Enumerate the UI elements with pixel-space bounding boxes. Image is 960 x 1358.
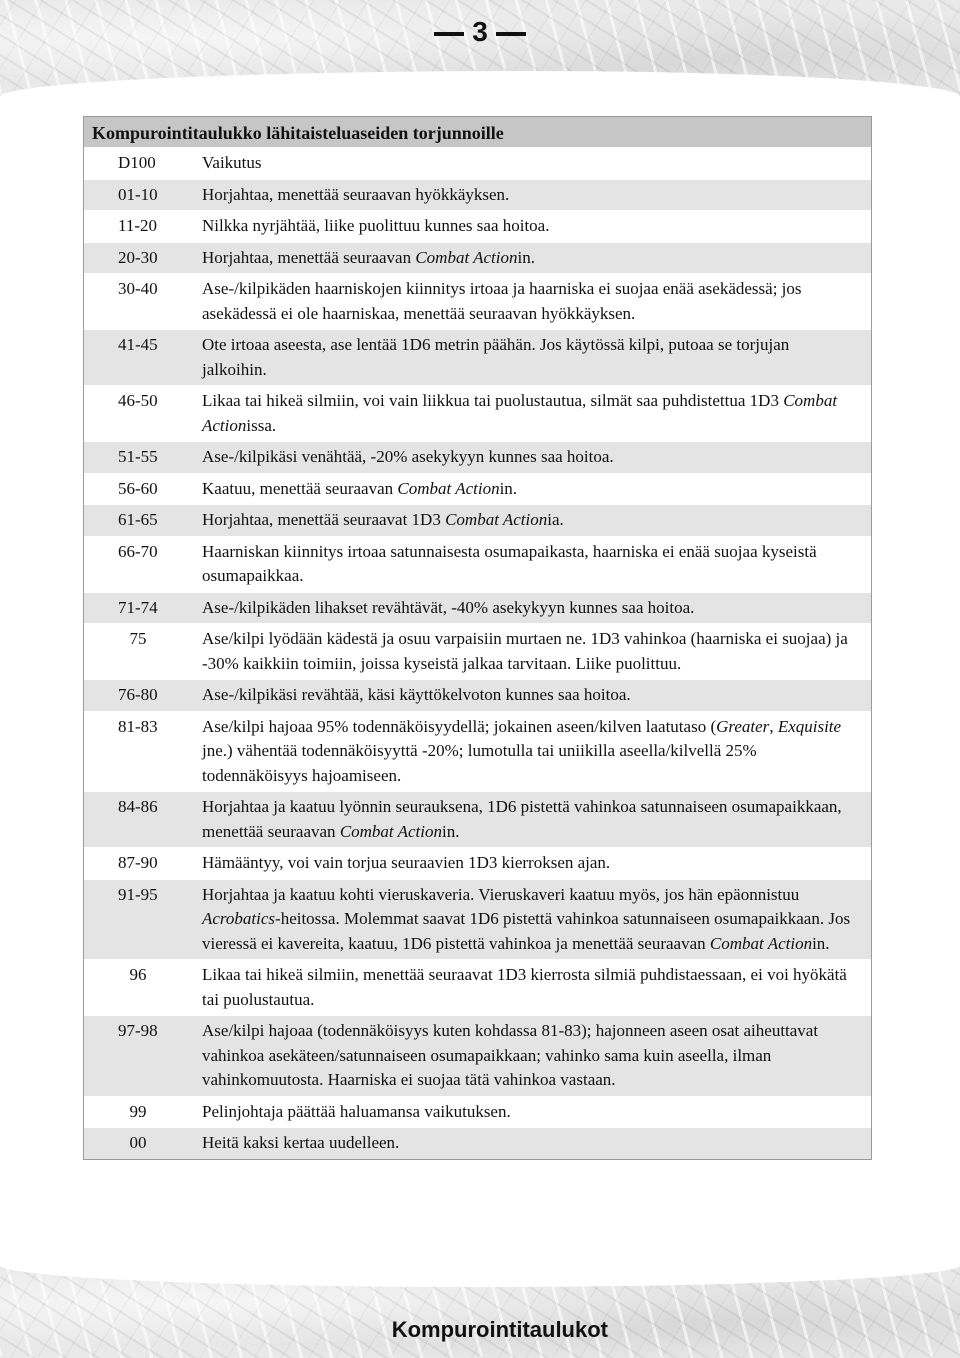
row-effect-text: Hämääntyy, voi vain torjua seuraavien 1D3 kierroksen ajan. — [202, 853, 611, 872]
table-row — [84, 242, 871, 274]
row-effect-text: Horjahtaa, menettää seuraavan — [202, 247, 416, 267]
row-effect-text: Ase/kilpi lyödään kädestä ja osuu varpaisiin murtaen ne. 1D3 vahinkoa (haarniska ei suojaa) ja -30% kaikkiin toimiin, joissa kyseistä jalkaa tarvitaan. Liike puolittuu. — [202, 629, 848, 673]
table-row — [84, 385, 871, 441]
table-row — [84, 711, 871, 792]
table-row — [84, 210, 871, 242]
row-effect-italic-term: Combat Action — [415, 247, 518, 267]
row-effect-italic-term: Combat Action — [445, 510, 548, 529]
table-title: Kompurointitaulukko lähitaisteluaseiden torjunnoille — [84, 117, 871, 147]
row-roll: 20-30 — [118, 247, 158, 267]
table-row — [84, 879, 871, 960]
row-effect — [202, 596, 871, 621]
table-row — [84, 473, 871, 505]
fumble-table — [83, 116, 872, 1160]
row-roll: 51-55 — [118, 447, 158, 466]
row-roll: 81-83 — [118, 716, 158, 736]
row-roll: 87-90 — [118, 853, 158, 872]
table-row — [84, 504, 871, 536]
table-row — [84, 847, 871, 879]
row-effect-italic-term: Greater — [716, 716, 770, 736]
row-effect — [202, 1019, 871, 1093]
row-roll: 84-86 — [118, 797, 158, 816]
row-effect-text: in. — [517, 247, 535, 267]
row-effect — [202, 795, 871, 844]
row-effect-text: Likaa tai hikeä silmiin, voi vain liikkua tai puolustautua, silmät saa puhdistettua 1D3 — [202, 391, 784, 410]
row-effect — [202, 1131, 871, 1156]
table-row — [84, 441, 871, 473]
row-effect-text: Likaa tai hikeä silmiin, menettää seuraavat 1D3 kierrosta silmiä puhdistaessaan, ei voi hyökätä tai puolustautua. — [202, 965, 847, 1009]
table-body — [84, 179, 871, 1159]
row-effect-text: Horjahtaa ja kaatuu lyönnin seurauksena, 1D6 pistettä vahinkoa satunnaiseen osumapaikkaan, menettää seuraavan — [202, 797, 842, 841]
row-effect-text: Heitä kaksi kertaa uudelleen. — [202, 1133, 400, 1152]
row-effect-italic-term: Exquisite — [777, 716, 842, 736]
row-effect — [202, 883, 871, 957]
row-roll: 61-65 — [118, 510, 158, 529]
row-effect-text: Haarniskan kiinnitys irtoaa satunnaisesta osumapaikasta, haarniska ei enää suojaa kyseistä osumapaikkaa. — [202, 541, 817, 585]
row-effect — [202, 445, 871, 470]
row-effect-text: in. — [812, 933, 830, 953]
row-effect-italic-term: Combat Action — [709, 933, 813, 953]
row-effect — [202, 277, 871, 326]
row-effect-text: Horjahtaa, menettää seuraavan hyökkäyksen. — [202, 184, 510, 204]
row-effect-text: in. — [441, 821, 460, 841]
row-effect-text: issa. — [246, 415, 277, 435]
table-row — [84, 1096, 871, 1128]
table-row — [84, 273, 871, 329]
table-row — [84, 179, 871, 211]
row-effect-text: Ase/kilpi hajoaa 95% todennäköisyydellä; jokainen aseen/kilven laatutaso ( — [202, 716, 717, 736]
row-effect-italic-term: Combat Action — [397, 478, 500, 498]
row-roll: 56-60 — [118, 478, 158, 498]
row-effect — [202, 627, 871, 676]
row-roll: 75 — [129, 629, 147, 648]
row-roll: 00 — [129, 1133, 147, 1152]
row-effect — [202, 389, 871, 438]
row-effect-text: Ase/kilpi hajoaa (todennäköisyys kuten kohdassa 81-83); hajonneen aseen osat aiheuttavat vahinkoa asekäteen/satunnaiseen osumapaikkaan; vahinko sama kuin aseella, ilman vahinkomuutosta. Haarniska ei suojaa tätä vahinkoa vastaan. — [202, 1021, 819, 1089]
row-effect-italic-term: Combat Action — [339, 821, 442, 841]
row-effect-text: Pelinjohtaja päättää haluamansa vaikutuksen. — [202, 1101, 511, 1121]
page-number-text: 3 — [472, 16, 488, 47]
table-row — [84, 959, 871, 1015]
row-effect-text: Horjahtaa ja kaatuu kohti vieruskaveria. Vieruskaveri kaatuu myös, jos hän epäonnistuu — [202, 884, 800, 904]
row-effect — [202, 333, 871, 382]
row-effect — [202, 183, 871, 208]
row-roll: 71-74 — [118, 597, 158, 617]
row-roll: 46-50 — [118, 391, 158, 410]
row-effect — [202, 963, 871, 1012]
row-effect-text: Horjahtaa, menettää seuraavat 1D3 — [202, 510, 446, 529]
row-effect-text: , — [769, 716, 778, 736]
row-roll: 41-45 — [118, 335, 158, 354]
row-roll: 99 — [129, 1101, 147, 1121]
row-roll: 66-70 — [118, 541, 158, 561]
table-row — [84, 536, 871, 592]
row-effect — [202, 851, 871, 876]
page-number-dash-right — [496, 32, 526, 36]
page-number — [0, 14, 960, 50]
table-row — [84, 1015, 871, 1096]
table-row — [84, 1127, 871, 1159]
row-effect — [202, 540, 871, 589]
table-row — [84, 592, 871, 624]
row-effect-text: Ase-/kilpikäsi venähtää, -20% asekykyyn kunnes saa hoitoa. — [202, 447, 614, 466]
row-roll: 97-98 — [118, 1021, 158, 1040]
row-effect-text: Ase-/kilpikäden haarniskojen kiinnitys irtoaa ja haarniska ei suojaa enää asekädessä; jos asekädessä ei ole haarniskaa, menettää seuraavan hyökkäyksen. — [202, 279, 802, 323]
footer-title: Kompurointitaulukot — [391, 1317, 608, 1342]
row-roll: 96 — [129, 965, 147, 984]
table-row — [84, 329, 871, 385]
header-roll: D100 — [118, 153, 156, 172]
row-effect — [202, 715, 871, 789]
row-effect-text: in. — [499, 478, 518, 498]
row-effect-text: Ase-/kilpikäsi revähtää, käsi käyttökelvoton kunnes saa hoitoa. — [202, 685, 631, 704]
row-effect — [202, 1100, 871, 1125]
row-effect-text: ia. — [547, 510, 564, 529]
row-roll: 76-80 — [118, 685, 158, 704]
table-row — [84, 623, 871, 679]
row-effect — [202, 214, 871, 239]
table-row — [84, 679, 871, 711]
row-effect-italic-term: Combat Action — [202, 391, 838, 435]
row-effect — [202, 683, 871, 708]
row-effect-text: -heitossa. Molemmat saavat 1D6 pistettä vahinkoa satunnaiseen osumapaikkaan. Jos vieressä ei kavereita, kaatuu, 1D6 pistettä vahinkoa ja menettää seuraavan — [202, 909, 851, 953]
row-effect-text: Nilkka nyrjähtää, liike puolittuu kunnes saa hoitoa. — [202, 216, 550, 235]
header-effect: Vaikutus — [202, 153, 262, 172]
row-effect — [202, 508, 871, 533]
row-roll: 91-95 — [118, 884, 158, 904]
row-effect-text: Ase-/kilpikäden lihakset revähtävät, -40% asekykyyn kunnes saa hoitoa. — [202, 597, 695, 617]
row-roll: 30-40 — [118, 279, 158, 298]
row-effect-text: jne.) vähentää todennäköisyyttä -20%; lumotulla tai uniikilla aseella/kilvellä 25% todennäköisyys hajoamiseen. — [202, 741, 757, 785]
page-number-dash-left — [434, 32, 464, 36]
row-effect-text: Kaatuu, menettää seuraavan — [202, 478, 398, 498]
table-header-row — [84, 147, 871, 179]
marble-footer-background — [0, 1266, 960, 1358]
row-roll: 11-20 — [118, 216, 158, 235]
row-effect — [202, 477, 871, 502]
row-roll: 01-10 — [118, 184, 158, 204]
row-effect-italic-term: Acrobatics — [202, 909, 276, 928]
table-row — [84, 791, 871, 847]
row-effect — [202, 246, 871, 271]
row-effect-text: Ote irtoaa aseesta, ase lentää 1D6 metrin päähän. Jos käytössä kilpi, putoaa se torjujan jalkoihin. — [202, 335, 790, 379]
